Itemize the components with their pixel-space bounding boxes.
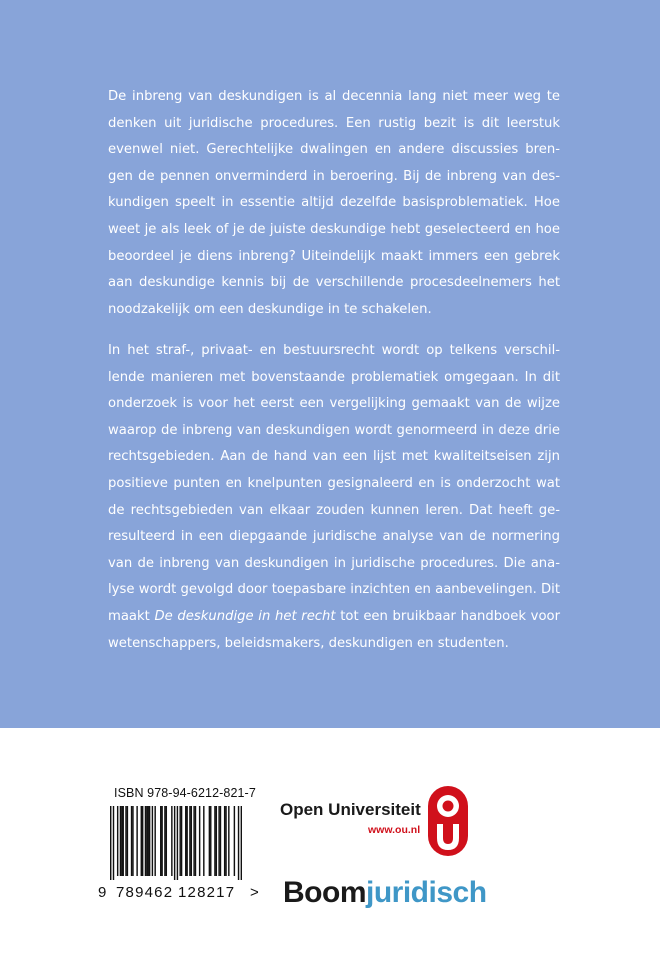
blurb-line: denken uit juridische procedures. Een rustig bezit is dit leerstuk — [108, 115, 560, 131]
barcode-bar — [154, 806, 155, 876]
blurb-line: positieve punten en knelpunten gesignaleerd en is onderzocht wat — [108, 475, 560, 491]
blurb-line: lyse wordt gevolgd door toepasbare inzichten en aanbevelingen. Dit — [108, 582, 560, 598]
barcode-bar — [132, 806, 133, 876]
barcode-bar — [141, 806, 142, 876]
blurb-line: rechtsgebieden. Aan de hand van een lijst met kwaliteitseisen zijn — [108, 449, 560, 465]
barcode-bar — [209, 806, 210, 876]
barcode-bar — [186, 806, 187, 876]
barcode-bar — [179, 806, 180, 876]
boom-wordmark: Boom — [283, 876, 366, 909]
barcode-bar — [148, 806, 149, 876]
barcode-bar — [136, 806, 137, 876]
barcode-bar — [216, 806, 217, 876]
blurb-paragraph-2 — [108, 338, 560, 657]
boom-juridisch-logo — [283, 876, 487, 910]
blurb-line: waarop de inbreng van deskundigen wordt genormeerd in deze drie — [108, 422, 560, 438]
barcode-bar — [164, 806, 165, 876]
blurb-text: maakt — [108, 608, 155, 624]
barcode-bar — [146, 806, 147, 876]
barcode-bar — [145, 806, 146, 876]
blurb-line: kundigen speelt in essentie altijd dezelfde basisproblematiek. Hoe — [108, 195, 560, 211]
barcode-bar — [225, 806, 226, 876]
blurb-line: onderzoek is voor het eerst een vergelijking gemaakt van de wijze — [108, 396, 560, 412]
barcode-bar — [195, 806, 196, 876]
blurb-line: van de inbreng van deskundigen in juridische procedures. Die ana- — [108, 555, 560, 571]
barcode-quiet-zone-marker: > — [250, 884, 259, 901]
blurb-line: noodzakelijk om een deskundige in te schakelen. — [108, 301, 432, 317]
blurb-line: In het straf-, privaat- en bestuursrecht wordt op telkens verschil- — [108, 343, 560, 358]
barcode-digit-first: 9 — [98, 884, 107, 901]
barcode-image — [110, 806, 242, 880]
barcode-bar — [152, 806, 153, 876]
barcode-bar — [127, 806, 128, 876]
blurb-line: gen de pennen onverminderd in beroering. Bij de inbreng van des- — [108, 168, 560, 184]
barcode-bar — [166, 806, 167, 876]
barcode-bar — [142, 806, 143, 876]
barcode-bar — [131, 806, 132, 876]
blurb-line: aan deskundige kennis bij de verschillende procesdeelnemers het — [108, 275, 560, 291]
barcode-bar — [161, 806, 162, 876]
barcode-bar — [228, 806, 229, 876]
barcode-bar — [113, 806, 114, 880]
barcode-bar — [189, 806, 190, 876]
blurb-line: de rechtsgebieden van elkaar zouden kunnen leren. Dat heeft ge- — [108, 502, 560, 518]
barcode-bar — [220, 806, 221, 876]
blurb-line: resulteerd in een diepgaande juridische analyse van de normering — [108, 529, 560, 545]
barcode-bar — [177, 806, 178, 880]
barcode-digit-group-2: 128217 — [178, 884, 236, 901]
barcode-bar — [149, 806, 150, 876]
barcode-bar — [199, 806, 200, 876]
barcode-bar — [203, 806, 204, 876]
blurb-text: tot een bruikbaar handboek voor — [335, 608, 560, 624]
barcode-bar — [174, 806, 175, 880]
blurb-line: evenwel niet. Gerechtelijke dwalingen en andere discussies bren- — [108, 142, 560, 158]
barcode-bar — [125, 806, 126, 876]
barcode-bar — [171, 806, 172, 876]
blurb-paragraph-1 — [108, 84, 560, 323]
juridisch-wordmark: juridisch — [366, 876, 487, 909]
barcode-bar — [181, 806, 182, 876]
barcode-bar — [123, 806, 124, 876]
barcode-digit-group-1: 789462 — [116, 884, 174, 901]
barcode-bar — [238, 806, 239, 880]
open-universiteit-name: Open Universiteit — [280, 800, 421, 819]
blurb-line: wetenschappers, beleidsmakers, deskundigen en studenten. — [108, 635, 509, 651]
open-universiteit-url: www.ou.nl — [368, 824, 421, 836]
barcode-bar — [193, 806, 194, 876]
barcode-bar — [120, 806, 121, 876]
barcode-bar — [121, 806, 122, 876]
barcode-bar — [110, 806, 111, 880]
barcode-bar — [185, 806, 186, 876]
blurb-line: De inbreng van deskundigen is al decennia lang niet meer weg te — [108, 89, 560, 104]
barcode-bar — [214, 806, 215, 876]
barcode-bar — [191, 806, 192, 876]
book-title: De deskundige in het recht — [154, 608, 336, 624]
barcode-bar — [210, 806, 211, 876]
barcode-bar — [234, 806, 235, 876]
barcode-bar — [224, 806, 225, 876]
blurb-line: weet je als leek of je de juiste deskundige hebt geselecteerd en hoe — [108, 221, 560, 237]
white-footer-panel — [0, 728, 660, 960]
barcode-bar — [218, 806, 219, 876]
blurb-line: lende manieren met bovenstaande problematiek omgegaan. In dit — [108, 369, 560, 385]
blurb-line-with-title — [108, 604, 560, 631]
open-universiteit-logo-icon — [428, 786, 468, 856]
isbn-label: ISBN 978-94-6212-821-7 — [114, 786, 256, 800]
barcode-bar — [241, 806, 242, 880]
barcode-bar — [160, 806, 161, 876]
blurb-line: beoordeel je diens inbreng? Uiteindelijk maakt immers een gebrek — [108, 248, 560, 264]
barcode-bar — [117, 806, 118, 876]
